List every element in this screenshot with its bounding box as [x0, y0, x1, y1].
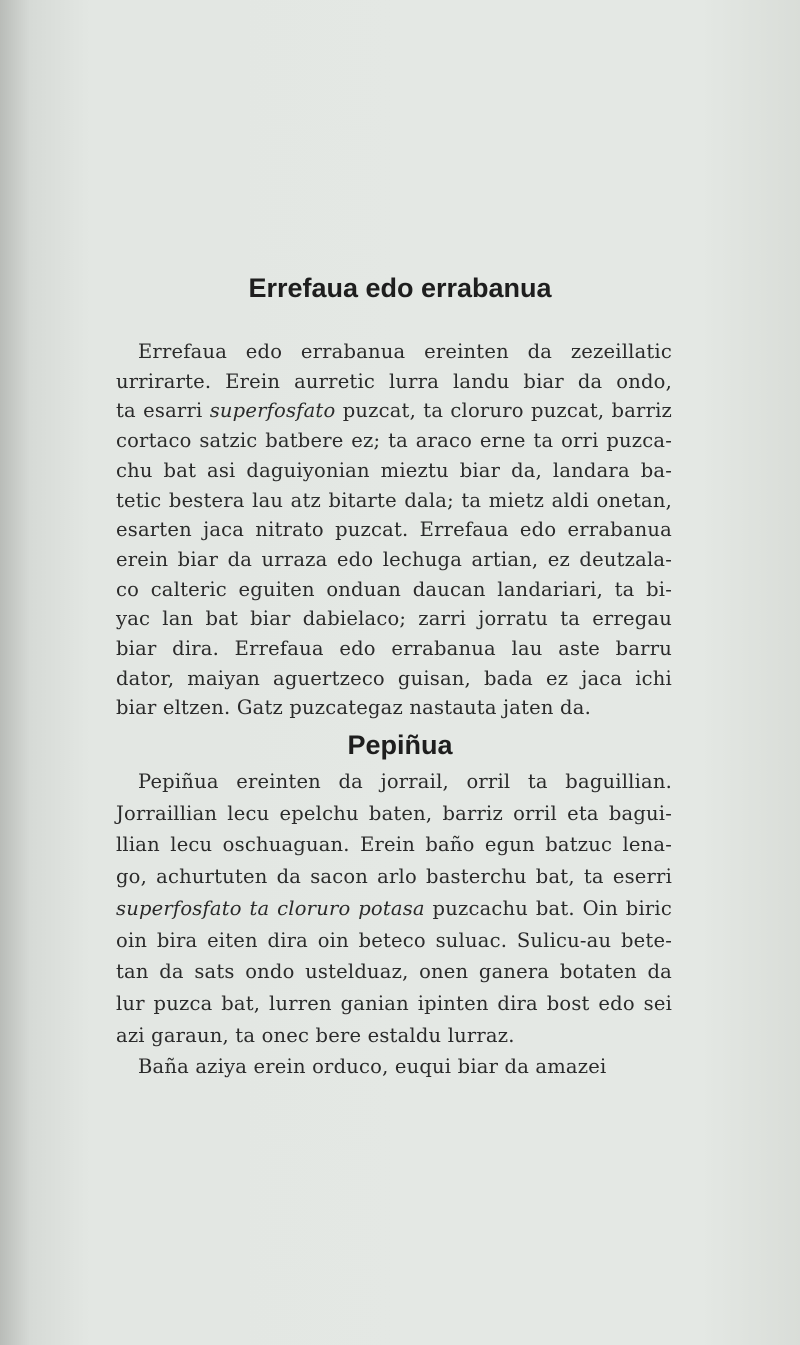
- section-heading: Pepiñua: [347, 730, 453, 760]
- text-line: oin bira eiten dira oin beteco suluac. Sulicu-au bete-: [116, 929, 672, 952]
- text-line: Errefaua edo errabanua ereinten da zezeillatic: [138, 340, 672, 363]
- italic-term: superfosfato: [209, 399, 336, 422]
- text-line: co calteric eguiten onduan daucan landariari, ta bi-: [116, 578, 672, 601]
- text-line: urrirarte. Erein aurretic lurra landu biar da ondo,: [116, 370, 672, 393]
- text-line: llian lecu oschuaguan. Erein baño egun batzuc lena-: [116, 833, 672, 856]
- text-line: azi garaun, ta onec bere estaldu lurraz.: [116, 1024, 515, 1047]
- text-segment: ta esarri: [116, 399, 210, 422]
- section-heading: Errefaua edo errabanua: [248, 273, 552, 303]
- text-line: chu bat asi daguiyonian mieztu biar da, landara ba-: [116, 459, 672, 482]
- text-line: lur puzca bat, lurren ganian ipinten dira bost edo sei: [116, 992, 672, 1015]
- text-line: esarten jaca nitrato puzcat. Errefaua edo errabanua: [116, 518, 672, 541]
- text-line: [116, 897, 672, 921]
- text-line: Baña aziya erein orduco, euqui biar da amazei: [138, 1055, 607, 1078]
- text-line: go, achurtuten da sacon arlo basterchu bat, ta eserri: [116, 865, 672, 888]
- text-line: cortaco satzic batbere ez; ta araco erne ta orri puzca-: [116, 429, 672, 452]
- text-line: yac lan bat biar dabielaco; zarri jorratu ta erregau: [116, 607, 672, 630]
- text-line: dator, maiyan aguertzeco guisan, bada ez jaca ichi: [116, 667, 672, 690]
- text-segment: puzcat, ta cloruro puzcat, barriz: [335, 399, 672, 422]
- text-line: Pepiñua ereinten da jorrail, orril ta baguillian.: [138, 770, 672, 793]
- text-line: biar eltzen. Gatz puzcategaz nastauta jaten da.: [116, 696, 591, 719]
- italic-term: superfosfato ta cloruro potasa: [116, 897, 425, 920]
- text-line: tan da sats ondo ustelduaz, onen ganera botaten da: [116, 960, 672, 983]
- text-line: Jorraillian lecu epelchu baten, barriz orril eta bagui-: [116, 802, 672, 825]
- text-line: erein biar da urraza edo lechuga artian, ez deutzala-: [116, 548, 672, 571]
- text-line: tetic bestera lau atz bitarte dala; ta mietz aldi onetan,: [116, 489, 672, 512]
- text-segment: puzcachu bat. Oin biric: [424, 897, 672, 920]
- text-line: [116, 399, 672, 423]
- text-line: biar dira. Errefaua edo errabanua lau aste barru: [116, 637, 672, 660]
